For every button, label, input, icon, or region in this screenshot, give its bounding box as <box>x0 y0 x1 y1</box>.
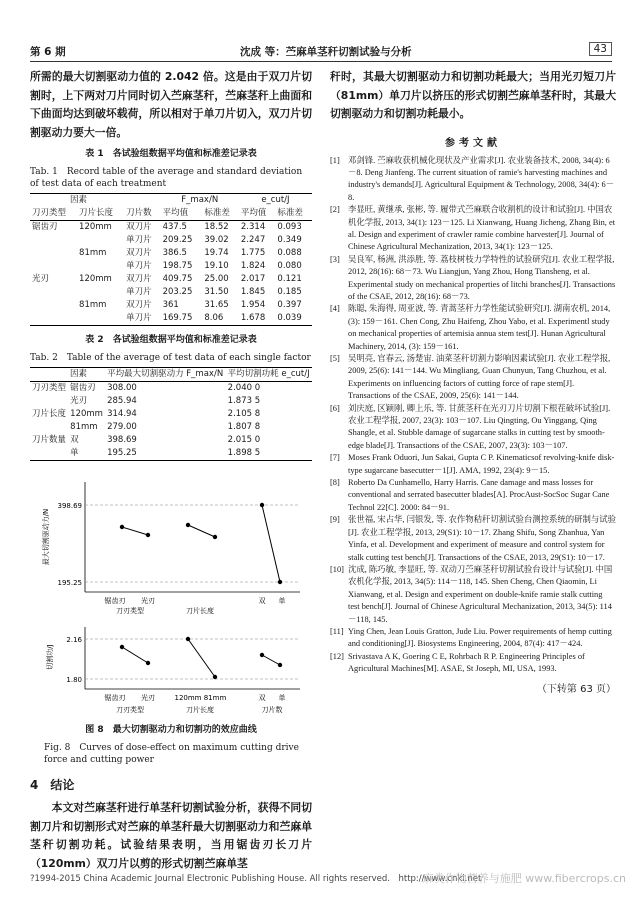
reference-item <box>330 651 616 676</box>
table-cell: 81mm <box>79 300 107 310</box>
table-cell: 203.25 <box>162 287 193 297</box>
bottom-xlabel-6: 单 <box>278 694 286 702</box>
table-cell: 单刀片 <box>126 313 152 323</box>
table-cell: 19.10 <box>204 261 229 271</box>
bottom-point-6 <box>278 663 282 667</box>
table-cell: 198.75 <box>162 261 193 271</box>
table1-caption-en: Tab. 1 Record table of the average and standard deviation of test data of each treatment <box>30 167 303 189</box>
reference-text: 邓剑锋. 苎麻收获机械化现状及产业需求[J]. 农业装备技术, 2008, 34(4): 6－8. Deng Jianfeng. The current situation of ramie's harvesting machines and industry's demands[J]. Agricultural Equipment & Technology, 2008, 34(4): 6－8. <box>348 155 615 202</box>
page-number: 43 <box>589 42 612 56</box>
table-cell <box>30 312 77 326</box>
top-point-3 <box>186 523 190 527</box>
issue-label: 第 6 期 <box>30 46 66 58</box>
table1-col-header: 刀刃类型 <box>32 208 67 218</box>
copyright-text: ?1994-2015 China Academic Journal Electronic Publishing House. All rights reserved. http://www.cnki.net <box>30 874 482 884</box>
reference-item <box>330 626 616 651</box>
right-column <box>330 68 616 695</box>
table-cell: 单刀片 <box>126 235 152 245</box>
table1-col-header: 刀片数 <box>126 208 152 218</box>
page-header <box>30 42 612 62</box>
bottom-xlabel-5: 双 <box>258 694 266 702</box>
references-title: 参考文献 <box>445 137 501 149</box>
table-cell <box>30 260 77 273</box>
table-cell: 31.65 <box>204 300 229 310</box>
table-cell: 81mm <box>70 422 98 432</box>
table-cell: 单 <box>70 448 79 458</box>
table-row <box>30 247 312 260</box>
table-cell: 1.845 <box>240 287 266 297</box>
reference-item <box>330 564 616 626</box>
fig8-caption-en: Fig. 8 Curves of dose-effect on maximum cutting drive force and cutting power <box>44 743 299 765</box>
table-cell <box>77 260 124 273</box>
table1-head-ecut: e_cut/J <box>261 195 290 205</box>
table-cell: 0.349 <box>277 235 302 245</box>
bottom-point-4 <box>213 675 217 679</box>
bottom-group-2: 刀片长度 <box>186 706 214 714</box>
table-cell <box>30 395 68 408</box>
table-row <box>30 299 312 312</box>
table-cell: 2.314 <box>240 222 266 232</box>
table-cell <box>30 447 68 461</box>
reference-text: 吴明亮, 官春云, 汤楚宙. 油菜茎秆切割力影响因素试验[J]. 农业工程学报, 2009, 25(6): 141－144. Wu Mingliang, Guan Chunyun, Tang Chuzhou, et al. Experiments on influencing factors of cutting force of rape stem[J]. Transactions of the CSAE, 2009, 25(6): 141－144. <box>348 354 611 401</box>
table-cell: 0.080 <box>277 261 302 271</box>
table-cell: 双 <box>70 435 79 445</box>
top-point-5 <box>260 503 264 507</box>
table-row <box>30 260 312 273</box>
table-cell: 120mm <box>70 409 103 419</box>
table2-caption-cn: 表 2 各试验组数据平均值和标准差记录表 <box>85 335 257 345</box>
top-point-2 <box>146 533 150 537</box>
table-cell: 120mm <box>79 222 112 232</box>
table-cell: 1.678 <box>240 313 266 323</box>
reference-number: [10] <box>330 564 344 574</box>
section-4-title: 4 结论 <box>30 778 75 792</box>
reference-item <box>330 514 616 564</box>
reference-number: [9] <box>330 515 340 525</box>
table1-head-factor: 因素 <box>70 195 88 205</box>
fig8-caption-cn: 图 8 最大切割驱动力和切割功的效应曲线 <box>85 725 257 735</box>
top-point-6 <box>278 580 282 584</box>
table-cell: 双刀片 <box>126 222 152 232</box>
bottom-tick-1: 2.16 <box>66 636 82 644</box>
table-cell: 31.50 <box>204 287 229 297</box>
table-row <box>30 286 312 299</box>
top-group-1: 刀刃类型 <box>116 607 144 615</box>
table-row <box>30 421 312 434</box>
top-chart <box>41 482 300 615</box>
table-cell: 双刀片 <box>126 274 152 284</box>
reference-item <box>330 204 616 254</box>
table-cell: 2.105 8 <box>227 409 261 419</box>
bottom-tick-2: 1.80 <box>66 676 82 684</box>
table-cell: 刀片数量 <box>32 435 67 445</box>
table1-col-header: 标准差 <box>277 208 303 218</box>
table2-caption-en: Tab. 2 Table of the average of test data of each single factor <box>30 353 311 363</box>
reference-text: 沈成, 陈巧敏, 李显旺, 等. 双动刀苎麻茎秆切割试验台设计与试验[J]. 中国农机化学报, 2013, 34(5): 114－118, 145. Shen Cheng, Chen Qiaomin, Li Xianwang, et al. Design and experiment on double-knife ramie stalk cutting test bench[J]. Journal of Chinese Agricultural Mechanization, 2013, 34(5): 114－118, 145. <box>348 564 613 624</box>
bottom-point-1 <box>120 645 124 649</box>
top-tick-1: 398.69 <box>57 502 82 510</box>
table-cell <box>30 247 77 260</box>
table-cell <box>30 234 77 247</box>
table1-col-header: 平均值 <box>162 208 189 218</box>
table-cell <box>77 312 124 326</box>
table-cell: 0.093 <box>277 222 302 232</box>
table-cell: 2.017 <box>240 274 266 284</box>
table-row <box>30 221 312 235</box>
table-cell: 2.247 <box>240 235 266 245</box>
table-cell <box>77 234 124 247</box>
bottom-xlabel-3: 120mm <box>174 694 202 702</box>
reference-item <box>330 403 616 453</box>
table-row <box>30 395 312 408</box>
table-cell: 120mm <box>79 274 112 284</box>
reference-number: [11] <box>330 626 344 636</box>
table-cell: 209.25 <box>162 235 193 245</box>
table-row <box>30 382 312 396</box>
reference-number: [8] <box>330 478 340 488</box>
table-cell: 双刀片 <box>126 300 152 310</box>
table-cell: 285.94 <box>107 396 137 406</box>
reference-number: [6] <box>330 403 340 413</box>
reference-item <box>330 155 616 205</box>
reference-text: 陈聪, 朱海得, 周亚波, 等. 青蒿茎秆力学性能试验研究[J]. 湖南农机, 2014, (3): 159－161. Chen Cong, Zhu Haifeng, Zhou Yabo, et al. Experimentl study on mechanical properties of artemisia annua stem test[J]. Hunan Agricultural Machinery, 2014, (3): 159－161. <box>348 304 611 351</box>
top-line-length <box>188 525 215 537</box>
table-cell: 0.121 <box>277 274 302 284</box>
table-row <box>30 434 312 447</box>
table1-col-header: 平均值 <box>240 208 267 218</box>
running-title: 沈成 等：苎麻单茎秆切割试验与分析 <box>240 46 412 58</box>
table-cell: 1.807 8 <box>227 422 261 432</box>
watermark: 麻类作物营养与施肥 www.fibercrops.cn <box>422 872 626 885</box>
table-cell: 单刀片 <box>126 287 152 297</box>
reference-text: Ying Chen, Jean Louis Gratton, Jude Liu. Power requirements of hemp cutting and conditioning[J]. Biosystems Engineering, 2004, 87(4): 417－424. <box>348 626 612 649</box>
table-cell: 锯齿刃 <box>70 383 96 393</box>
table-cell: 25.00 <box>204 274 229 284</box>
top-group-2: 刀片长度 <box>186 607 214 615</box>
bottom-point-2 <box>146 661 150 665</box>
reference-text: 刘庆庭, 区颖刚, 卿上乐, 等. 甘蔗茎秆在光刃刀片切割下根茬破坏试验[J]. 农业工程学报, 2007, 23(3): 103－107. Liu Qingting, Ou Yinggang, Qing Shangle, et al. Stubble damage of sugarcane stalks in cutting test by smooth-edge blade[J]. Transactions of the CSAE, 2007, 23(3): 103－107. <box>348 403 611 450</box>
table-cell: 361 <box>162 300 179 310</box>
table1 <box>30 193 312 326</box>
reference-text: 吴良军, 杨洲, 洪添胜, 等. 荔枝树枝力学特性的试验研究[J]. 农业工程学报, 2012, 28(16): 68－73. Wu Liangjun, Yang Zhou, Hong Tiansheng, et al. Experimental study on mechanical properties of litchi branches[J]. Transactions of the CSAE, 2012, 28(16): 68－73. <box>348 254 616 301</box>
reference-text: 张世福, 宋占华, 闫银发, 等. 农作物秸秆切割试验台测控系统的研制与试验[J]. 农业工程学报, 2013, 29(S1): 10－17. Zhang Shifu, Song Zhanhua, Yan Yinfa, et al. Development and experiment of measure and control system for stalk cutting test bench[J]. Transactions of the CSAE, 2013, 29(S1): 10－17. <box>348 515 616 562</box>
bottom-ylabel: 切割功/J <box>46 644 54 670</box>
table2-head-factor: 因素 <box>70 369 88 379</box>
conclusion-paragraph: 本文对苎麻茎秆进行单茎秆切割试验分析，获得不同切割刀片和切割形式对苎麻的单茎秆最大切割驱动力和苎麻单茎秆切割功耗。试验结果表明，当用锯齿刃长刀片（120mm）双刀片以剪的形式切割苎麻单茎 <box>30 801 312 870</box>
top-tick-2: 195.25 <box>57 579 82 587</box>
table1-head-fmax: F_max/N <box>181 195 219 205</box>
conclusion-continued: 秆时，其最大切割驱动力和切割功耗最大；当用光刃短刀片（81mm）单刀片以挤压的形式切割苎麻单茎秆时，其最大切割驱动力和切割功耗最小。 <box>330 70 616 120</box>
table-cell: 1.898 5 <box>227 448 261 458</box>
bottom-group-3: 刀片数 <box>261 706 283 714</box>
table-cell: 1.824 <box>240 261 266 271</box>
top-xlabel-4: 单 <box>278 597 286 605</box>
table-cell: 0.088 <box>277 248 302 258</box>
table-cell <box>77 286 124 299</box>
table-cell: 刀刃类型 <box>32 383 67 393</box>
bottom-xlabel-2: 光刃 <box>141 694 155 702</box>
bottom-xlabel-4: 81mm <box>203 694 227 702</box>
bottom-line-length <box>188 639 215 677</box>
reference-text: 李显旺, 黄继承, 张彬, 等. 履带式苎麻联合收割机的设计和试验[J]. 中国农机化学报, 2013, 34(1): 123－125. Li Xianwang, Huang Jicheng, Zhang Bin, et al. Design and experiment of crawler ramie combine harvester[J]. Journal of Chinese Agricultural Mechanization, 2013, 34(1): 123－125. <box>348 205 616 252</box>
bottom-line-edge <box>122 647 148 663</box>
reference-number: [5] <box>330 354 340 363</box>
table-cell: 1.873 5 <box>227 396 261 406</box>
table-cell: 单刀片 <box>126 261 152 271</box>
table-cell: 18.52 <box>204 222 229 232</box>
reference-item <box>330 303 616 353</box>
reference-text: Roberto Da Cunhamello, Harry Harris. Cane damage and mass losses for conventional and serrated basecutter blades[A]. ProcAust-SocSoc Sugar Cane Technol 22[C]. 2000: 84－91. <box>348 478 610 512</box>
table-row <box>30 447 312 461</box>
table-cell: 0.185 <box>277 287 302 297</box>
top-line-edge <box>122 527 148 535</box>
bottom-point-5 <box>260 653 264 657</box>
reference-item <box>330 477 616 514</box>
table-row <box>30 234 312 247</box>
continued-note: （下转第 63 页） <box>536 683 616 695</box>
table1-col-header: 标准差 <box>204 208 230 218</box>
reference-text: Moses Frank Oduori, Jun Sakai, Gupta C P. Kinematicsof revolving-knife disk-type sugarcane basecutter－1[J]. AMA, 1992, 23(4): 9－15. <box>348 453 615 475</box>
table-cell: 双刀片 <box>126 248 152 258</box>
table-cell: 2.040 0 <box>227 383 261 393</box>
table-cell: 光刃 <box>70 396 88 406</box>
table-cell: 0.397 <box>277 300 302 310</box>
table-cell <box>30 421 68 434</box>
table-row <box>30 312 312 326</box>
top-xlabel-3: 双 <box>258 597 266 605</box>
bottom-chart <box>45 627 300 714</box>
reference-list <box>330 155 616 676</box>
table-cell <box>30 299 77 312</box>
table-cell: 314.94 <box>107 409 137 419</box>
table-cell: 398.69 <box>107 435 137 445</box>
reference-number: [4] <box>330 304 340 314</box>
table-row <box>30 408 312 421</box>
table-cell: 279.00 <box>107 422 137 432</box>
table1-col-header: 刀片长度 <box>79 208 114 218</box>
top-xlabel-1: 锯齿刃 <box>104 597 126 605</box>
top-ylabel: 最大切割驱动力/N <box>42 508 50 566</box>
table-cell: 19.74 <box>204 248 229 258</box>
table-cell: 437.5 <box>162 222 187 232</box>
reference-item <box>330 452 616 477</box>
table-cell: 386.5 <box>162 248 187 258</box>
table-cell: 1.775 <box>240 248 266 258</box>
top-point-4 <box>213 535 217 539</box>
top-line-count <box>262 505 280 582</box>
bottom-line-count <box>262 655 280 665</box>
reference-number: [2] <box>330 205 340 215</box>
reference-number: [12] <box>330 651 344 661</box>
reference-item <box>330 254 616 304</box>
intro-paragraph: 所需的最大切割驱动力值的 2.042 倍。这是由于双刀片切割时，上下两对刀片同时切入苎麻茎秆，苎麻茎秆上曲面和下曲面均达到破坏载荷，所以相对于单刀片切入，双刀片切割驱动力要大一倍。 <box>30 70 312 139</box>
table-cell: 刀片长度 <box>32 409 67 419</box>
reference-item <box>330 353 616 403</box>
table-cell: 光刃 <box>32 274 50 284</box>
table-cell: 0.039 <box>277 313 302 323</box>
reference-number: [3] <box>330 254 340 264</box>
reference-text: Srivastava A K, Goering C E, Rohrbach R P. Engineering Principles of Agricultural Machines[M]. ASAE, St Joseph, MI, USA, 1993. <box>348 651 585 674</box>
table-cell: 1.954 <box>240 300 266 310</box>
reference-number: [1] <box>330 155 340 165</box>
figure-8 <box>30 467 312 722</box>
table-cell: 2.015 0 <box>227 435 261 445</box>
page-footer <box>0 872 636 884</box>
table-cell: 169.75 <box>162 313 193 323</box>
table-cell: 308.00 <box>107 383 137 393</box>
table-cell <box>30 286 77 299</box>
table-cell: 195.25 <box>107 448 137 458</box>
table-cell: 39.02 <box>204 235 229 245</box>
top-xlabel-2: 光刃 <box>141 597 155 605</box>
table-row <box>30 273 312 286</box>
bottom-point-3 <box>186 637 190 641</box>
table1-caption-cn: 表 1 各试验组数据平均值和标准差记录表 <box>85 149 257 159</box>
table2-head-fmax: 平均最大切割驱动力 F_max/N <box>107 369 224 379</box>
left-column <box>30 68 312 873</box>
table2-head-ecut: 平均切割功耗 e_cut/J <box>227 369 310 379</box>
table-cell: 409.75 <box>162 274 193 284</box>
table-cell: 81mm <box>79 248 107 258</box>
table-cell: 锯齿刃 <box>32 222 58 232</box>
top-point-1 <box>120 525 124 529</box>
bottom-group-1: 刀刃类型 <box>116 706 144 714</box>
table-cell: 8.06 <box>204 313 224 323</box>
reference-number: [7] <box>330 453 340 463</box>
bottom-xlabel-1: 锯齿刃 <box>104 694 126 702</box>
table2 <box>30 367 312 461</box>
